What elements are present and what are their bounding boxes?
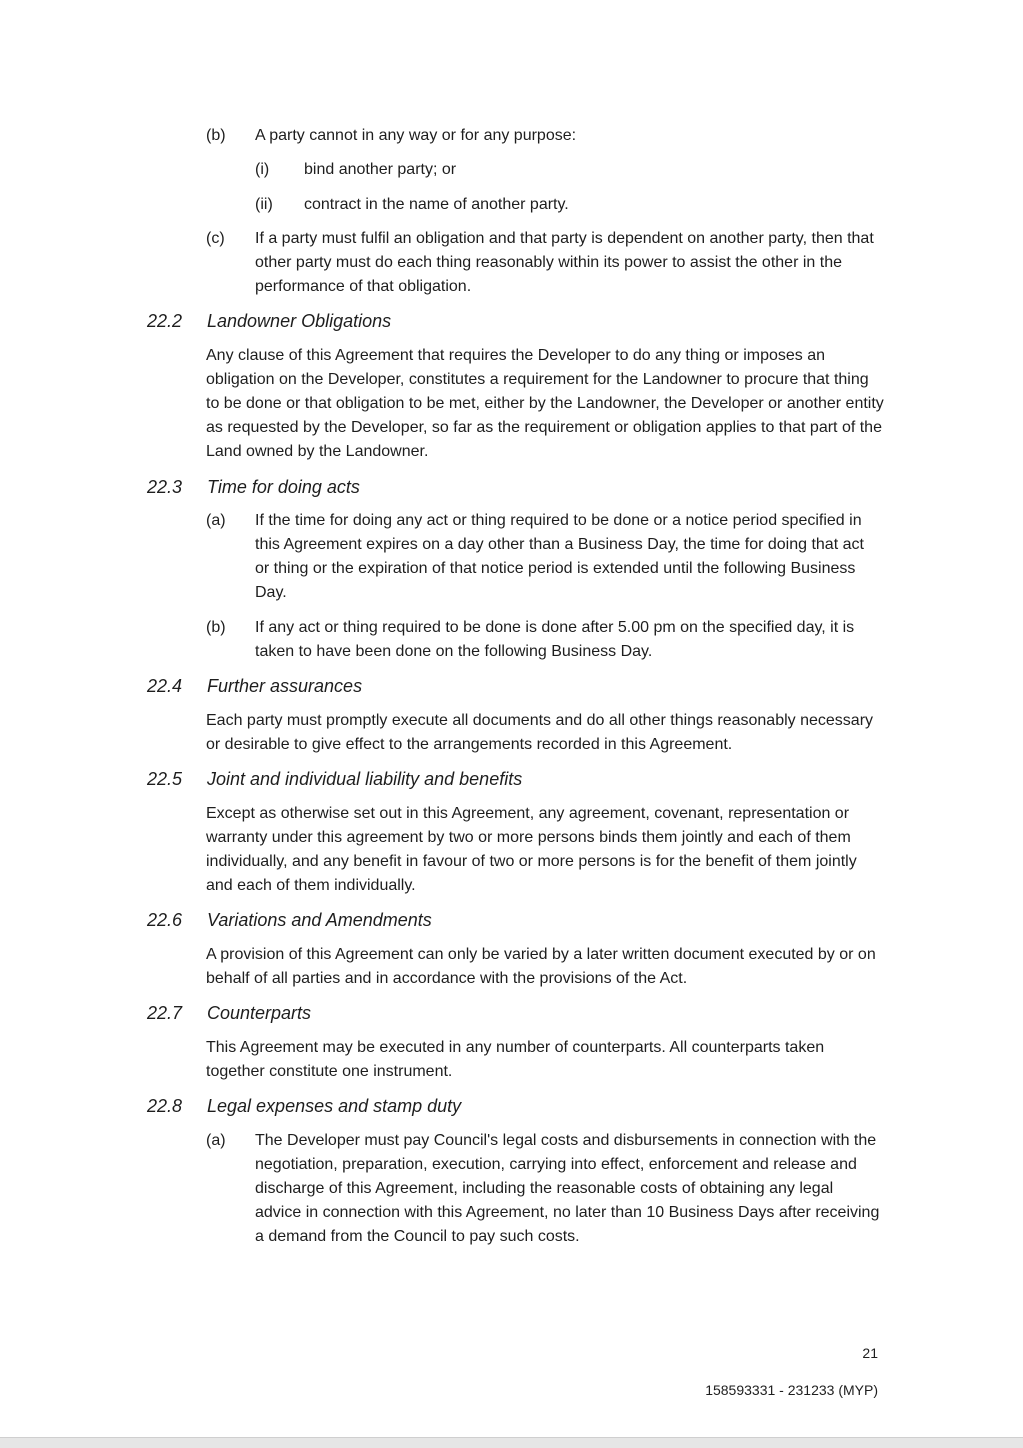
section-body: This Agreement may be executed in any number of counterparts. All counterparts taken together constitute one instrument. [206,1039,825,1080]
item-text: A party cannot in any way or for any purpose: [255,127,577,144]
item-label: (a) [206,1132,226,1149]
section-title: Time for doing acts [207,477,360,497]
item-label: (b) [206,127,226,144]
item-label: (a) [206,512,226,529]
section-number: 22.2 [147,311,183,331]
subitem-label: (i) [255,161,270,178]
section-number: 22.6 [147,910,183,930]
section-number: 22.5 [147,769,183,789]
document-reference: 158593331 - 231233 (MYP) [705,1382,878,1398]
item-text: If the time for doing any act or thing required to be done or a notice period specified in this Agreement expires on a day other than a Business Day, the time for doing that act or thing or the expiration of that notice period is extended until the following Business Day. [255,512,864,601]
item-label: (c) [206,230,225,247]
item-text: The Developer must pay Council's legal costs and disbursements in connection with the negotiation, preparation, execution, carrying into effect, enforcement and release and discharge of this Agreement, including the reasonable costs of obtaining any legal advice in connection with this Agreement, no later than 10 Business Days after receiving a demand from the Council to pay such costs. [255,1132,880,1245]
section-title: Landowner Obligations [207,311,392,331]
subitem-text: bind another party; or [304,161,457,178]
page-bottom-edge [0,1437,1023,1448]
section-title: Further assurances [207,676,363,696]
section-number: 22.8 [147,1096,183,1116]
page-number: 21 [862,1345,878,1361]
item-label: (b) [206,619,226,636]
subitem-text: contract in the name of another party. [304,196,569,213]
item-text: If any act or thing required to be done is done after 5.00 pm on the specified day, it is taken to have been done on the following Business Day. [255,619,855,660]
section-title: Legal expenses and stamp duty [207,1096,462,1116]
item-text: If a party must fulfil an obligation and that party is dependent on another party, then that other party must do each thing reasonably within its power to assist the other in the performance of that obligation. [255,230,874,295]
section-number: 22.3 [147,477,183,497]
section-body: A provision of this Agreement can only be varied by a later written document executed by or on behalf of all parties and in accordance with the provisions of the Act. [206,946,876,987]
subitem-label: (ii) [255,196,273,213]
section-body: Each party must promptly execute all documents and do all other things reasonably necessary or desirable to give effect to the arrangements recorded in this Agreement. [206,712,874,753]
section-body: Any clause of this Agreement that requires the Developer to do any thing or imposes an obligation on the Developer, constitutes a requirement for the Landowner to procure that thing to be done or that obligation to be met, either by the Landowner, the Developer or another entity as requested by the Developer, so far as the requirement or obligation applies to that part of the Land owned by the Landowner. [206,347,884,460]
section-title: Variations and Amendments [207,910,432,930]
section-number: 22.7 [147,1003,183,1023]
section-number: 22.4 [147,676,183,696]
section-body: Except as otherwise set out in this Agreement, any agreement, covenant, representation or warranty under this agreement by two or more persons binds them jointly and each of them individually, and any benefit in favour of two or more persons is for the benefit of them jointly and each of them individually. [206,805,857,894]
section-title: Counterparts [207,1003,312,1023]
section-title: Joint and individual liability and benefits [207,769,523,789]
